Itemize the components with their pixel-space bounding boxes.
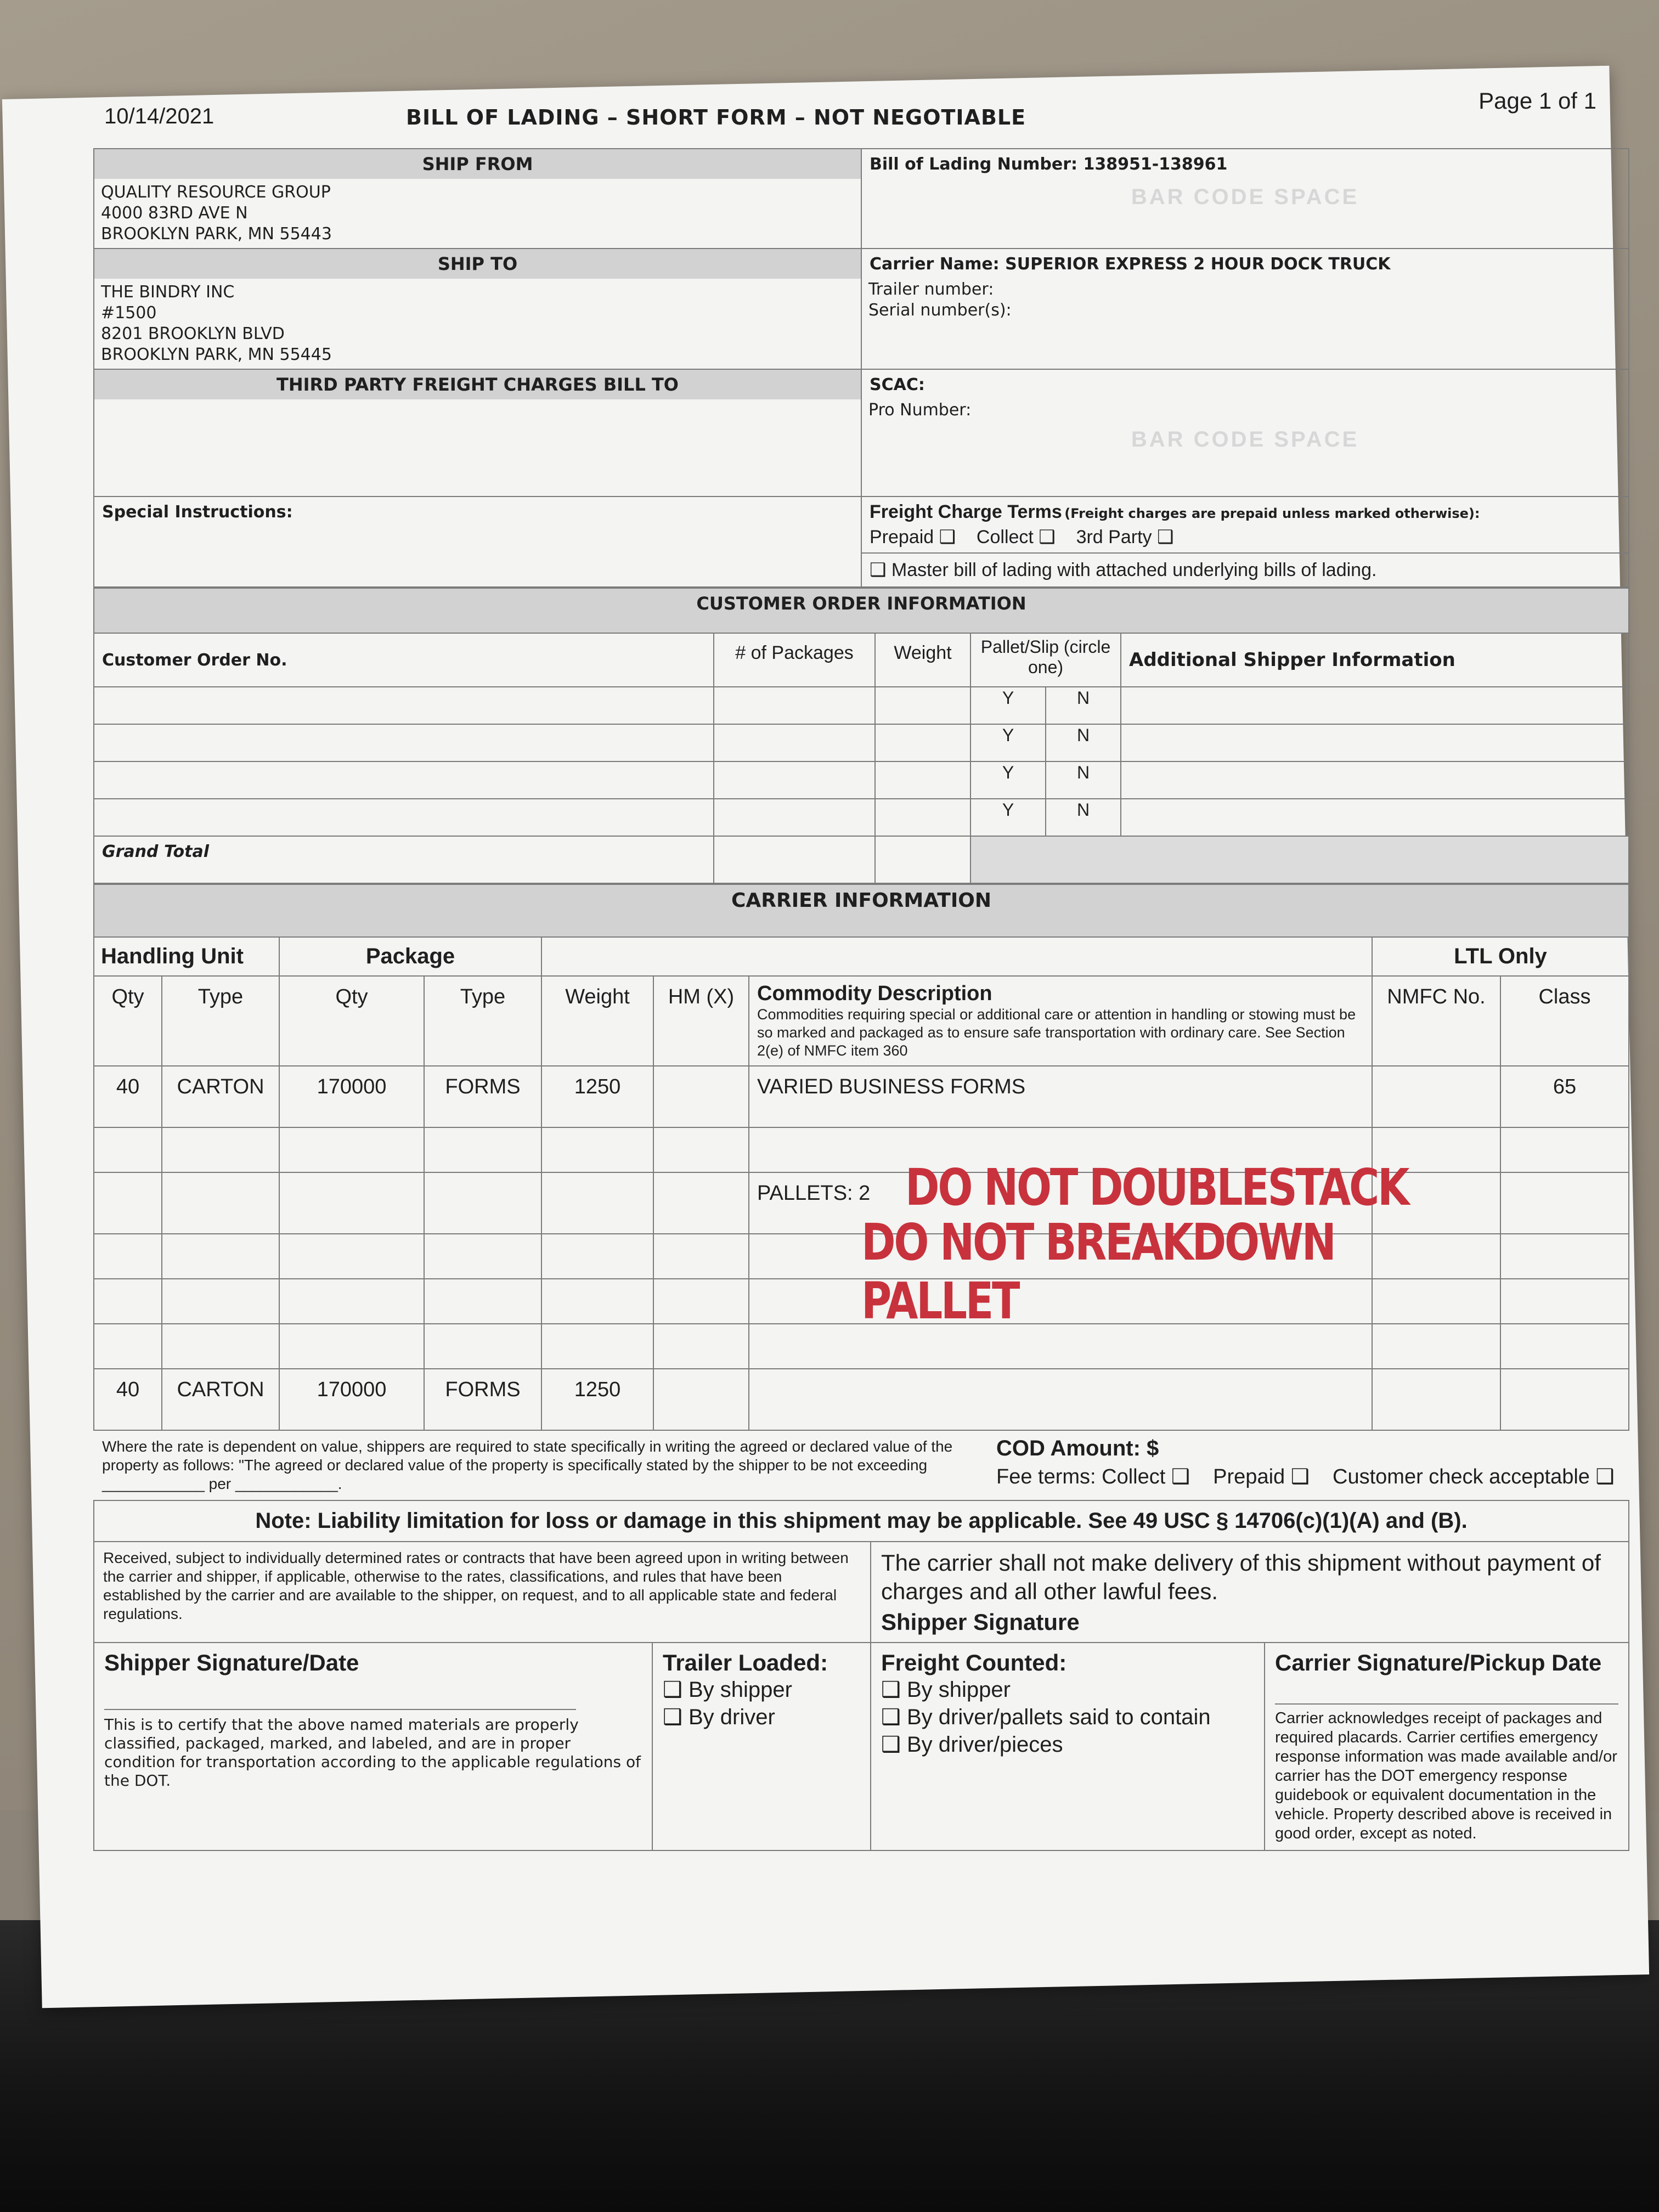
received-text: Received, subject to individually determined rates or contracts that have been agreed upon in writing between the carrier and shipper, if applicable, otherwise to the rates, classifications, and rules that have been established by the carrier and are available to the shipper, on request, and to all applicable state and federal regulations.	[94, 1542, 871, 1643]
declared-value-text: Where the rate is dependent on value, shippers are required to state specifically in writing the agreed or declared value of the property as follows: "The agreed or declared value of the property is specifically stated by the shipper to be not exceeding ____________ per ____________.	[102, 1438, 953, 1492]
stamp-do-not-doublestack: DO NOT DOUBLESTACK	[905, 1158, 1408, 1217]
shipper-signature-title: Shipper Signature/Date	[104, 1650, 359, 1675]
order-row: Y N	[94, 724, 1629, 761]
freight-by-driver-pieces-checkbox[interactable]: ❑ By driver/pieces	[881, 1733, 1063, 1757]
ship-from-address: QUALITY RESOURCE GROUP 4000 83RD AVE N BROOKLYN PARK, MN 55443	[101, 183, 332, 244]
shipping-info-table	[93, 148, 1629, 588]
collect-checkbox[interactable]: Collect ❑	[976, 527, 1056, 548]
commodity-row: 40 CARTON 170000 FORMS 1250 VARIED BUSINESS FORMS 65	[94, 1066, 1629, 1127]
col-additional-info: Additional Shipper Information	[1121, 633, 1629, 687]
package-header: Package	[279, 937, 541, 976]
ship-to-label: SHIP TO	[94, 249, 861, 279]
ship-to-address: THE BINDRY INC #1500 8201 BROOKLYN BLVD BROOKLYN PARK, MN 55445	[101, 283, 332, 364]
scac-cell	[861, 369, 1629, 496]
col-pallet-slip: Pallet/Slip (circle one)	[970, 633, 1121, 687]
ltl-only-header: LTL Only	[1372, 937, 1629, 976]
freight-by-shipper-checkbox[interactable]: ❑ By shipper	[881, 1678, 1011, 1702]
fee-terms	[996, 1464, 1622, 1489]
carrier-totals-row: 40 CARTON 170000 FORMS 1250	[94, 1369, 1629, 1430]
order-row: Y N	[94, 799, 1629, 836]
trailer-serial: Trailer number: Serial number(s):	[868, 280, 1012, 320]
customer-order-title: CUSTOMER ORDER INFORMATION	[94, 588, 1629, 633]
liability-note: Note: Liability limitation for loss or damage in this shipment may be applicable. See 49 USC § 14706(c)(1)(A) and (B).	[94, 1500, 1629, 1542]
bol-number: Bill of Lading Number: 138951-138961	[870, 155, 1228, 174]
commodity-description: VARIED BUSINESS FORMS	[749, 1066, 1372, 1127]
cod-block	[989, 1431, 1629, 1500]
freight-by-driver-pallets-checkbox[interactable]: ❑ By driver/pallets said to contain	[881, 1705, 1211, 1729]
document-header	[93, 82, 1629, 148]
pallets-count: PALLETS: 2	[749, 1172, 1372, 1234]
barcode-space-2: BAR CODE SPACE	[1131, 427, 1359, 452]
cod-amount-label: COD Amount: $	[996, 1436, 1159, 1460]
special-instructions-cell	[94, 496, 861, 587]
fee-prepaid-checkbox[interactable]: Prepaid ❑	[1213, 1465, 1310, 1488]
third-party-cell	[94, 369, 861, 496]
col-hm: HM (X)	[653, 976, 749, 1066]
master-bol-checkbox[interactable]: ❑ Master bill of lading with attached underlying bills of lading.	[861, 553, 1629, 587]
declared-value-table	[93, 1431, 1629, 1500]
carrier-name-cell	[861, 249, 1629, 369]
shipper-signature-line	[104, 1676, 576, 1710]
shipper-certify-text: This is to certify that the above named materials are properly classified, packaged, marked, and labeled, and are in proper condition for transportation according to the applicable regulations of the DOT.	[104, 1716, 641, 1790]
document-title: BILL OF LADING – SHORT FORM – NOT NEGOTIABLE	[406, 105, 1026, 129]
col-nmfc: NMFC No.	[1372, 976, 1500, 1066]
col-weight-ci: Weight	[541, 976, 653, 1066]
carrier-acknowledge-text: Carrier acknowledges receipt of packages and required placards. Carrier certifies emergency response information was made available and/or carrier has the DOT emergency response guidebook or equivalent documentation in the vehicle. Property described above is received in good order, except as noted.	[1275, 1709, 1617, 1842]
carrier-name: Carrier Name: SUPERIOR EXPRESS 2 HOUR DOCK TRUCK	[870, 255, 1391, 274]
col-pkg-qty: Qty	[279, 976, 424, 1066]
order-row: Y N	[94, 761, 1629, 799]
page-number: Page 1 of 1	[1479, 88, 1596, 114]
carrier-info-title: CARRIER INFORMATION	[94, 884, 1629, 937]
col-pkg-type: Type	[424, 976, 541, 1066]
col-hu-qty: Qty	[94, 976, 162, 1066]
prepaid-checkbox[interactable]: Prepaid ❑	[870, 527, 956, 548]
liability-signature-table	[93, 1500, 1629, 1851]
pro-number-label: Pro Number:	[868, 400, 972, 420]
freight-terms-cell	[861, 496, 1629, 553]
third-party-label: THIRD PARTY FREIGHT CHARGES BILL TO	[94, 370, 861, 399]
document-date: 10/14/2021	[104, 104, 215, 128]
freight-terms-title: Freight Charge Terms (Freight charges are prepaid unless marked otherwise):	[870, 501, 1480, 522]
freight-terms-options	[870, 526, 1621, 548]
trailer-loaded-cell	[652, 1643, 871, 1850]
col-packages: # of Packages	[714, 633, 875, 687]
ship-to-cell	[94, 249, 861, 369]
carrier-signature-title: Carrier Signature/Pickup Date	[1275, 1650, 1602, 1675]
carrier-delivery-cell	[871, 1542, 1629, 1643]
ship-from-label: SHIP FROM	[94, 149, 861, 179]
trailer-loaded-title: Trailer Loaded:	[663, 1650, 828, 1675]
freight-counted-title: Freight Counted:	[881, 1650, 1067, 1675]
col-customer-order-no: Customer Order No.	[94, 633, 714, 687]
carrier-signature-cell[interactable]	[1265, 1643, 1629, 1850]
carrier-info-section	[93, 884, 1629, 1431]
trailer-by-driver-checkbox[interactable]: ❑ By driver	[663, 1705, 775, 1729]
ship-from-cell	[94, 149, 861, 249]
fee-check-checkbox[interactable]: Customer check acceptable ❑	[1333, 1465, 1615, 1488]
fee-collect-checkbox[interactable]: Fee terms: Collect ❑	[996, 1465, 1190, 1488]
col-hu-type: Type	[162, 976, 279, 1066]
carrier-delivery-text: The carrier shall not make delivery of this shipment without payment of charges and all other lawful fees.	[881, 1550, 1601, 1604]
carrier-signature-line	[1275, 1676, 1618, 1705]
order-row: Y N	[94, 687, 1629, 724]
barcode-space: BAR CODE SPACE	[1131, 185, 1359, 209]
bol-number-cell	[861, 149, 1629, 249]
scac-label: SCAC:	[870, 375, 925, 394]
third-party-checkbox[interactable]: 3rd Party ❑	[1076, 527, 1174, 548]
carrier-info-table	[93, 884, 1629, 1431]
grand-total-label: Grand Total	[94, 836, 714, 883]
special-instructions-label: Special Instructions:	[102, 503, 293, 522]
class-value: 65	[1500, 1066, 1629, 1127]
commodity-description-header: Commodity Description Commodities requiring special or additional care or attention in handling or stowing must be so marked and packaged as to ensure safe transportation with ordinary care. See Section 2(e) of NMFC item 360	[749, 976, 1372, 1066]
col-class: Class	[1500, 976, 1629, 1066]
bill-of-lading-document	[93, 82, 1629, 1851]
customer-order-table	[93, 588, 1629, 884]
handling-unit-header: Handling Unit	[94, 937, 279, 976]
freight-counted-cell	[871, 1643, 1265, 1850]
stamp-do-not-breakdown-pallet: DO NOT BREAKDOWN PALLET	[861, 1213, 1335, 1330]
shipper-signature-cell[interactable]	[94, 1643, 652, 1850]
col-weight: Weight	[875, 633, 970, 687]
trailer-by-shipper-checkbox[interactable]: ❑ By shipper	[663, 1678, 792, 1702]
shipper-signature-label: Shipper Signature	[881, 1609, 1080, 1635]
